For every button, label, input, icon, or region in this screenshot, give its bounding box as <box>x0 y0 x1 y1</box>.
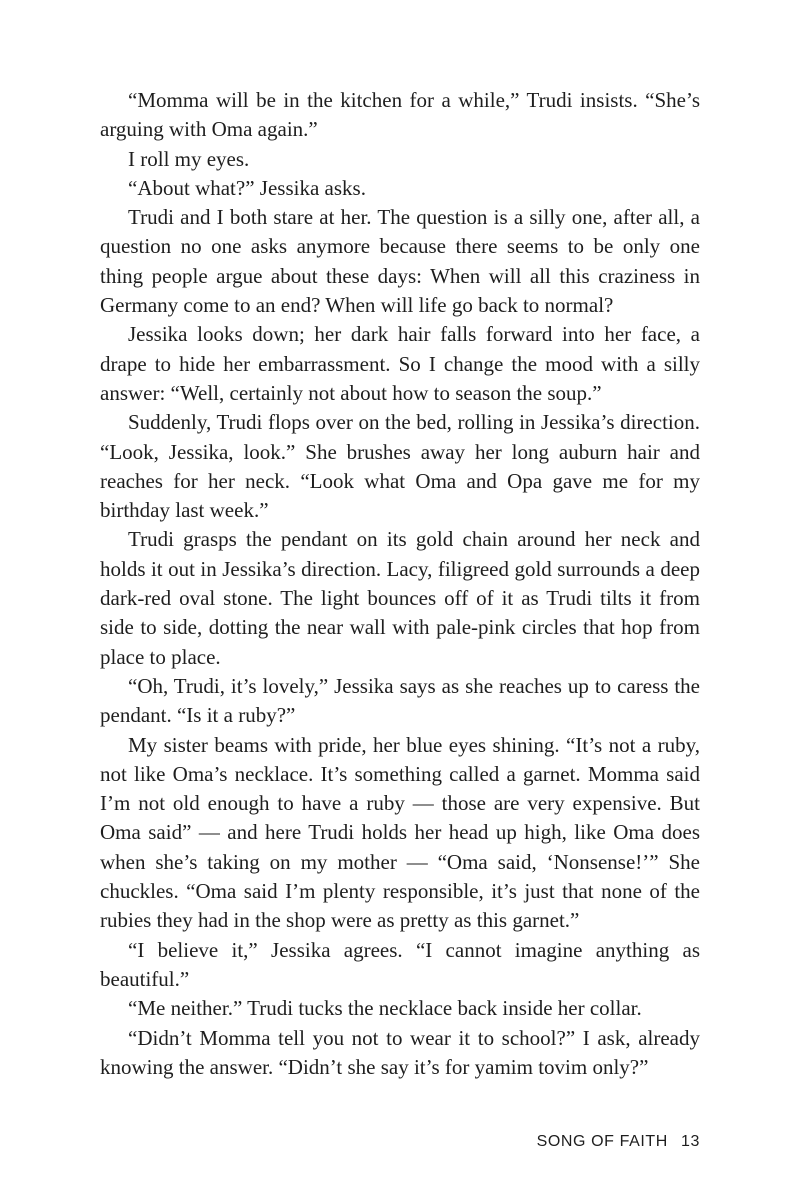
paragraph: Suddenly, Trudi flops over on the bed, rolling in Jessika’s direction. “Look, Jessika, look.” She brushes away her long auburn hair and reaches for her neck. “Look what Oma and Opa gave me for my birthday last week.” <box>100 410 700 523</box>
paragraph: Trudi and I both stare at her. The question is a silly one, after all, a question no one asks anymore because there seems to be only one thing people argue about these days: When will all this craziness in Germany come to an end? When will life go back to normal? <box>100 205 700 318</box>
paragraph: Trudi grasps the pendant on its gold chain around her neck and holds it out in Jessika’s direction. Lacy, filigreed gold surrounds a deep dark-red oval stone. The light bounces off of it as Trudi tilts it from side to side, dotting the near wall with pale-pink circles that hop from place to place. <box>100 527 700 669</box>
paragraph: My sister beams with pride, her blue eyes shining. “It’s not a ruby, not like Oma’s necklace. It’s something called a garnet. Momma said I’m not old enough to have a ruby — those are very expensive. But Oma said” — and here Trudi holds her head up high, like Oma does when she’s taking on my mother — “Oma said, ‘Nonsense!’” She chuckles. “Oma said I’m plenty responsible, it’s just that none of the rubies they had in the shop were as pretty as this garnet.” <box>100 732 700 933</box>
paragraph: I roll my eyes. <box>128 146 250 171</box>
paragraph: “Oh, Trudi, it’s lovely,” Jessika says as she reaches up to caress the pendant. “Is it a ruby?” <box>100 673 700 728</box>
paragraph: “Me neither.” Trudi tucks the necklace back inside her collar. <box>128 996 642 1021</box>
paragraph: “Didn’t Momma tell you not to wear it to school?” I ask, already knowing the answer. “Didn’t she say it’s for yamim tovim only?” <box>100 1025 700 1079</box>
paragraph: “About what?” Jessika asks. <box>128 175 366 200</box>
page-body <box>100 86 700 1082</box>
paragraph: “I believe it,” Jessika agrees. “I cannot imagine anything as beautiful.” <box>100 937 700 991</box>
page-number: 13 <box>681 1133 700 1150</box>
paragraph: “Momma will be in the kitchen for a while,” Trudi insists. “She’s arguing with Oma again.” <box>100 88 700 142</box>
paragraph: Jessika looks down; her dark hair falls forward into her face, a drape to hide her embarrassment. So I change the mood with a silly answer: “Well, certainly not about how to season the soup.” <box>100 322 700 405</box>
page-footer <box>537 1133 700 1151</box>
running-title: SONG OF FAITH <box>536 1133 668 1150</box>
